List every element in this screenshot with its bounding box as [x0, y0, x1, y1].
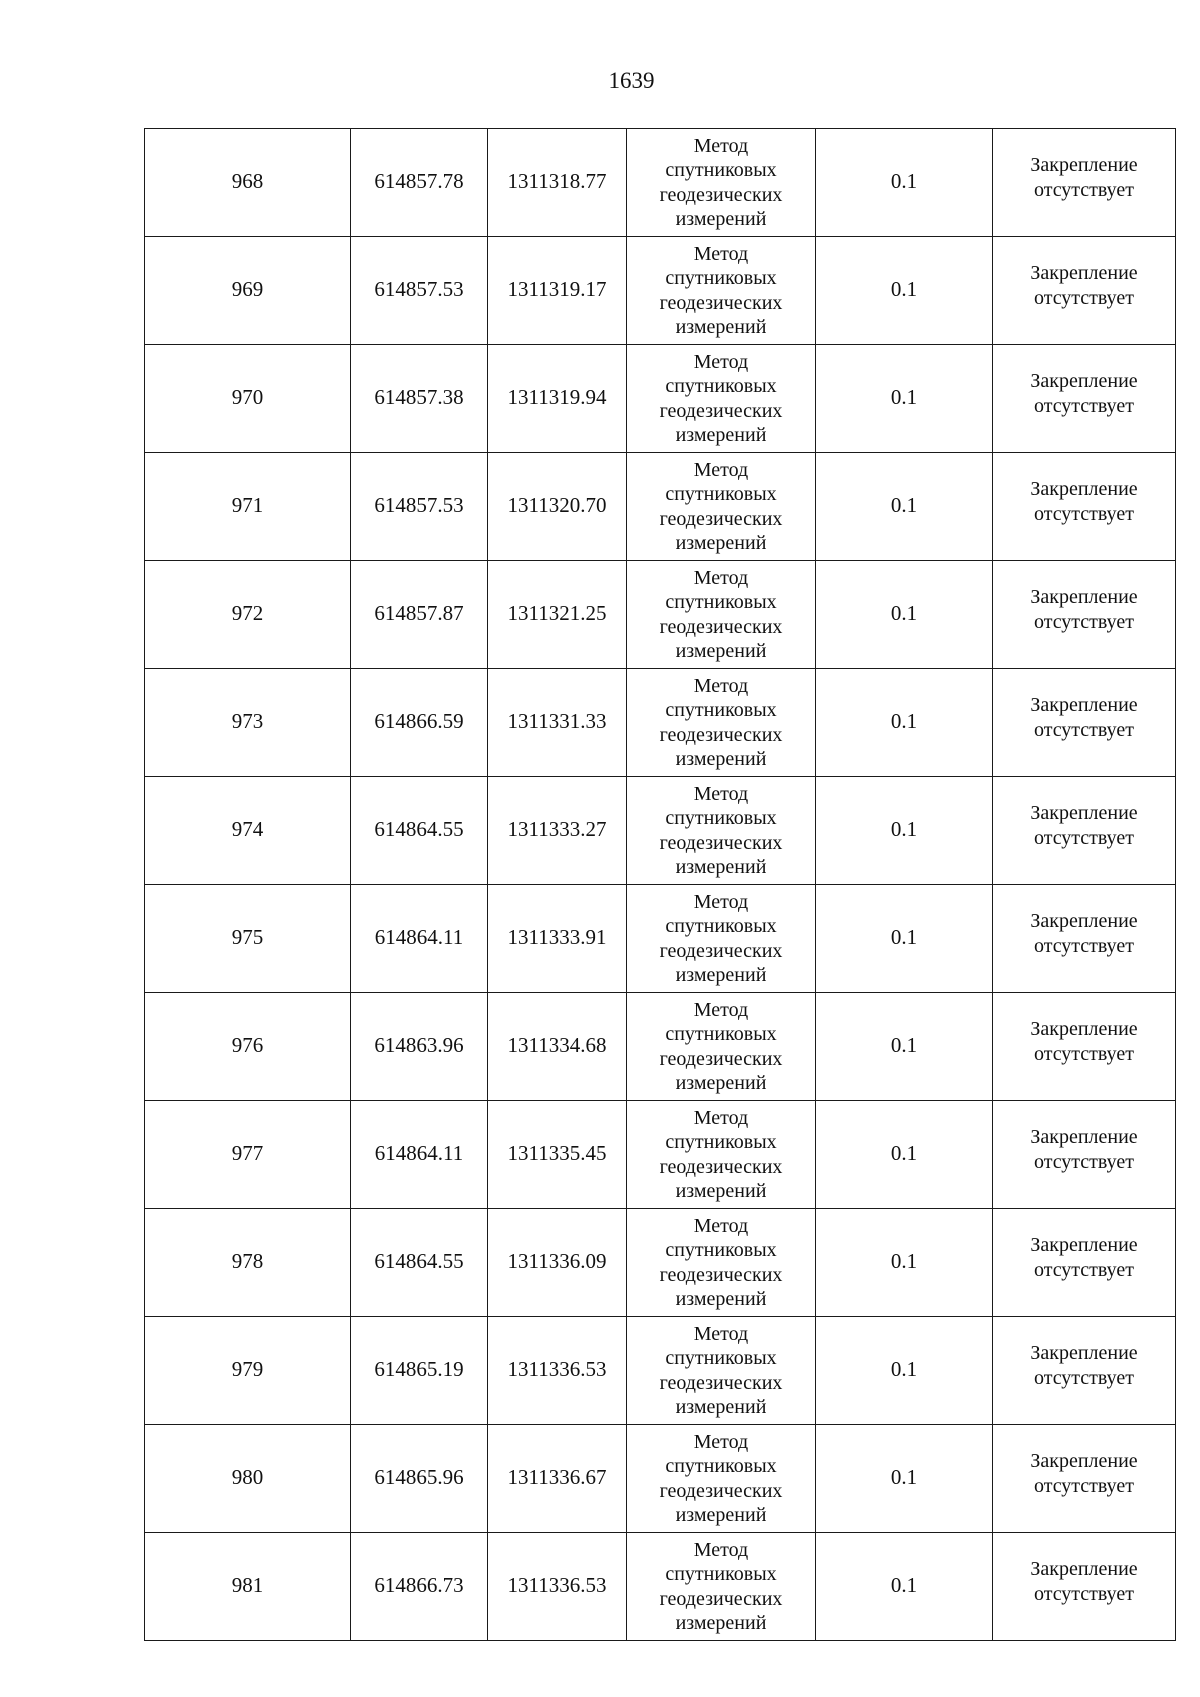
method-cell [627, 1425, 816, 1533]
method-line: геодезических [659, 183, 783, 206]
fixation-line: Закрепление [1030, 1341, 1138, 1364]
method-line: измерений [675, 1612, 767, 1634]
method-line: Метод [693, 242, 749, 265]
accuracy-cell: 0.1 [816, 561, 993, 669]
method-line: измерений [675, 1072, 767, 1094]
method-line: спутниковых [665, 483, 777, 505]
y-coordinate-cell: 1311335.45 [488, 1101, 627, 1209]
fixation-line: отсутствует [1033, 1582, 1135, 1605]
method-line: Метод [693, 134, 749, 157]
fixation-line: отсутствует [1033, 1042, 1135, 1065]
y-coordinate-cell: 1311333.27 [488, 777, 627, 885]
accuracy-cell: 0.1 [816, 237, 993, 345]
method-line: геодезических [659, 1263, 783, 1286]
x-coordinate-cell: 614864.11 [351, 1101, 488, 1209]
x-coordinate-cell: 614866.59 [351, 669, 488, 777]
fixation-cell [993, 129, 1176, 237]
y-coordinate-cell: 1311334.68 [488, 993, 627, 1101]
table-row [145, 1209, 1176, 1317]
fixation-line: Закрепление [1030, 585, 1138, 608]
method-line: измерений [675, 532, 767, 554]
method-line: Метод [693, 1214, 749, 1237]
y-coordinate-cell: 1311331.33 [488, 669, 627, 777]
method-line: спутниковых [665, 915, 777, 937]
table-row [145, 561, 1176, 669]
fixation-cell [993, 1209, 1176, 1317]
point-number-cell: 980 [145, 1425, 351, 1533]
method-line: спутниковых [665, 1347, 777, 1369]
method-line: геодезических [659, 291, 783, 314]
method-cell [627, 1533, 816, 1641]
method-line: измерений [675, 1288, 767, 1310]
coordinates-table [144, 128, 1176, 1641]
page-number: 1639 [608, 68, 655, 93]
table-row [145, 1317, 1176, 1425]
fixation-line: отсутствует [1033, 1258, 1135, 1281]
method-line: измерений [675, 316, 767, 338]
method-line: спутниковых [665, 1023, 777, 1045]
fixation-line: Закрепление [1030, 909, 1138, 932]
accuracy-cell: 0.1 [816, 453, 993, 561]
method-cell [627, 1317, 816, 1425]
fixation-line: отсутствует [1033, 1474, 1135, 1497]
accuracy-cell: 0.1 [816, 1209, 993, 1317]
method-line: геодезических [659, 939, 783, 962]
table-row [145, 1533, 1176, 1641]
method-cell [627, 345, 816, 453]
method-cell [627, 237, 816, 345]
table-row [145, 345, 1176, 453]
method-cell [627, 1101, 816, 1209]
method-line: геодезических [659, 615, 783, 638]
method-line: геодезических [659, 831, 783, 854]
y-coordinate-cell: 1311336.09 [488, 1209, 627, 1317]
x-coordinate-cell: 614865.19 [351, 1317, 488, 1425]
point-number-cell: 976 [145, 993, 351, 1101]
method-line: геодезических [659, 1371, 783, 1394]
fixation-cell [993, 1425, 1176, 1533]
point-number-cell: 973 [145, 669, 351, 777]
x-coordinate-cell: 614857.53 [351, 237, 488, 345]
x-coordinate-cell: 614865.96 [351, 1425, 488, 1533]
method-line: Метод [693, 350, 749, 373]
method-line: Метод [693, 1106, 749, 1129]
fixation-line: Закрепление [1030, 1233, 1138, 1256]
table-row [145, 993, 1176, 1101]
y-coordinate-cell: 1311336.53 [488, 1533, 627, 1641]
accuracy-cell: 0.1 [816, 1425, 993, 1533]
method-line: Метод [693, 1538, 749, 1561]
x-coordinate-cell: 614864.55 [351, 1209, 488, 1317]
method-cell [627, 453, 816, 561]
fixation-line: отсутствует [1033, 394, 1135, 417]
point-number-cell: 972 [145, 561, 351, 669]
x-coordinate-cell: 614857.87 [351, 561, 488, 669]
method-line: измерений [675, 964, 767, 986]
fixation-line: Закрепление [1030, 801, 1138, 824]
method-line: спутниковых [665, 807, 777, 829]
fixation-cell [993, 1101, 1176, 1209]
accuracy-cell: 0.1 [816, 993, 993, 1101]
y-coordinate-cell: 1311319.17 [488, 237, 627, 345]
method-cell [627, 1209, 816, 1317]
y-coordinate-cell: 1311336.53 [488, 1317, 627, 1425]
method-line: геодезических [659, 1047, 783, 1070]
table-row [145, 1101, 1176, 1209]
accuracy-cell: 0.1 [816, 1101, 993, 1209]
fixation-cell [993, 453, 1176, 561]
x-coordinate-cell: 614857.53 [351, 453, 488, 561]
method-line: Метод [693, 1430, 749, 1453]
method-line: измерений [675, 208, 767, 230]
point-number-cell: 969 [145, 237, 351, 345]
table-row [145, 129, 1176, 237]
fixation-line: отсутствует [1033, 286, 1135, 309]
method-line: измерений [675, 856, 767, 878]
table-row [145, 777, 1176, 885]
point-number-cell: 968 [145, 129, 351, 237]
accuracy-cell: 0.1 [816, 1533, 993, 1641]
fixation-line: отсутствует [1033, 1366, 1135, 1389]
fixation-cell [993, 1317, 1176, 1425]
method-cell [627, 129, 816, 237]
x-coordinate-cell: 614864.11 [351, 885, 488, 993]
fixation-line: отсутствует [1033, 1150, 1135, 1173]
method-line: измерений [675, 424, 767, 446]
method-line: геодезических [659, 507, 783, 530]
fixation-cell [993, 777, 1176, 885]
point-number-cell: 974 [145, 777, 351, 885]
table-row [145, 453, 1176, 561]
fixation-line: отсутствует [1033, 934, 1135, 957]
point-number-cell: 977 [145, 1101, 351, 1209]
table-row [145, 669, 1176, 777]
x-coordinate-cell: 614857.78 [351, 129, 488, 237]
method-line: спутниковых [665, 1131, 777, 1153]
method-cell [627, 669, 816, 777]
method-line: геодезических [659, 1587, 783, 1610]
fixation-line: отсутствует [1033, 826, 1135, 849]
y-coordinate-cell: 1311336.67 [488, 1425, 627, 1533]
method-line: измерений [675, 1504, 767, 1526]
method-line: спутниковых [665, 699, 777, 721]
fixation-line: отсутствует [1033, 718, 1135, 741]
fixation-cell [993, 561, 1176, 669]
point-number-cell: 978 [145, 1209, 351, 1317]
method-line: Метод [693, 998, 749, 1021]
x-coordinate-cell: 614857.38 [351, 345, 488, 453]
fixation-cell [993, 237, 1176, 345]
point-number-cell: 971 [145, 453, 351, 561]
table-row [145, 885, 1176, 993]
accuracy-cell: 0.1 [816, 777, 993, 885]
fixation-line: Закрепление [1030, 1557, 1138, 1580]
fixation-line: Закрепление [1030, 1449, 1138, 1472]
method-cell [627, 561, 816, 669]
fixation-line: Закрепление [1030, 153, 1138, 176]
method-line: спутниковых [665, 591, 777, 613]
method-line: спутниковых [665, 267, 777, 289]
fixation-cell [993, 1533, 1176, 1641]
x-coordinate-cell: 614866.73 [351, 1533, 488, 1641]
method-line: спутниковых [665, 1239, 777, 1261]
method-line: спутниковых [665, 1455, 777, 1477]
y-coordinate-cell: 1311318.77 [488, 129, 627, 237]
y-coordinate-cell: 1311333.91 [488, 885, 627, 993]
y-coordinate-cell: 1311319.94 [488, 345, 627, 453]
method-line: Метод [693, 782, 749, 805]
method-line: Метод [693, 566, 749, 589]
method-cell [627, 993, 816, 1101]
y-coordinate-cell: 1311321.25 [488, 561, 627, 669]
method-line: Метод [693, 458, 749, 481]
table-row [145, 1425, 1176, 1533]
accuracy-cell: 0.1 [816, 885, 993, 993]
accuracy-cell: 0.1 [816, 669, 993, 777]
method-line: геодезических [659, 723, 783, 746]
accuracy-cell: 0.1 [816, 129, 993, 237]
fixation-line: Закрепление [1030, 261, 1138, 284]
fixation-line: отсутствует [1033, 178, 1135, 201]
method-cell [627, 777, 816, 885]
fixation-cell [993, 669, 1176, 777]
method-line: геодезических [659, 399, 783, 422]
method-line: измерений [675, 748, 767, 770]
fixation-line: Закрепление [1030, 477, 1138, 500]
method-cell [627, 885, 816, 993]
fixation-cell [993, 993, 1176, 1101]
method-line: геодезических [659, 1155, 783, 1178]
point-number-cell: 979 [145, 1317, 351, 1425]
fixation-line: Закрепление [1030, 369, 1138, 392]
coordinates-table-body [145, 129, 1176, 1641]
method-line: Метод [693, 890, 749, 913]
method-line: измерений [675, 640, 767, 662]
fixation-line: отсутствует [1033, 610, 1135, 633]
x-coordinate-cell: 614863.96 [351, 993, 488, 1101]
fixation-line: Закрепление [1030, 693, 1138, 716]
accuracy-cell: 0.1 [816, 1317, 993, 1425]
point-number-cell: 975 [145, 885, 351, 993]
accuracy-cell: 0.1 [816, 345, 993, 453]
method-line: геодезических [659, 1479, 783, 1502]
method-line: спутниковых [665, 375, 777, 397]
fixation-line: Закрепление [1030, 1125, 1138, 1148]
method-line: спутниковых [665, 159, 777, 181]
method-line: спутниковых [665, 1563, 777, 1585]
fixation-cell [993, 885, 1176, 993]
point-number-cell: 970 [145, 345, 351, 453]
fixation-cell [993, 345, 1176, 453]
point-number-cell: 981 [145, 1533, 351, 1641]
method-line: Метод [693, 1322, 749, 1345]
x-coordinate-cell: 614864.55 [351, 777, 488, 885]
method-line: измерений [675, 1180, 767, 1202]
method-line: Метод [693, 674, 749, 697]
fixation-line: отсутствует [1033, 502, 1135, 525]
table-row [145, 237, 1176, 345]
fixation-line: Закрепление [1030, 1017, 1138, 1040]
method-line: измерений [675, 1396, 767, 1418]
y-coordinate-cell: 1311320.70 [488, 453, 627, 561]
